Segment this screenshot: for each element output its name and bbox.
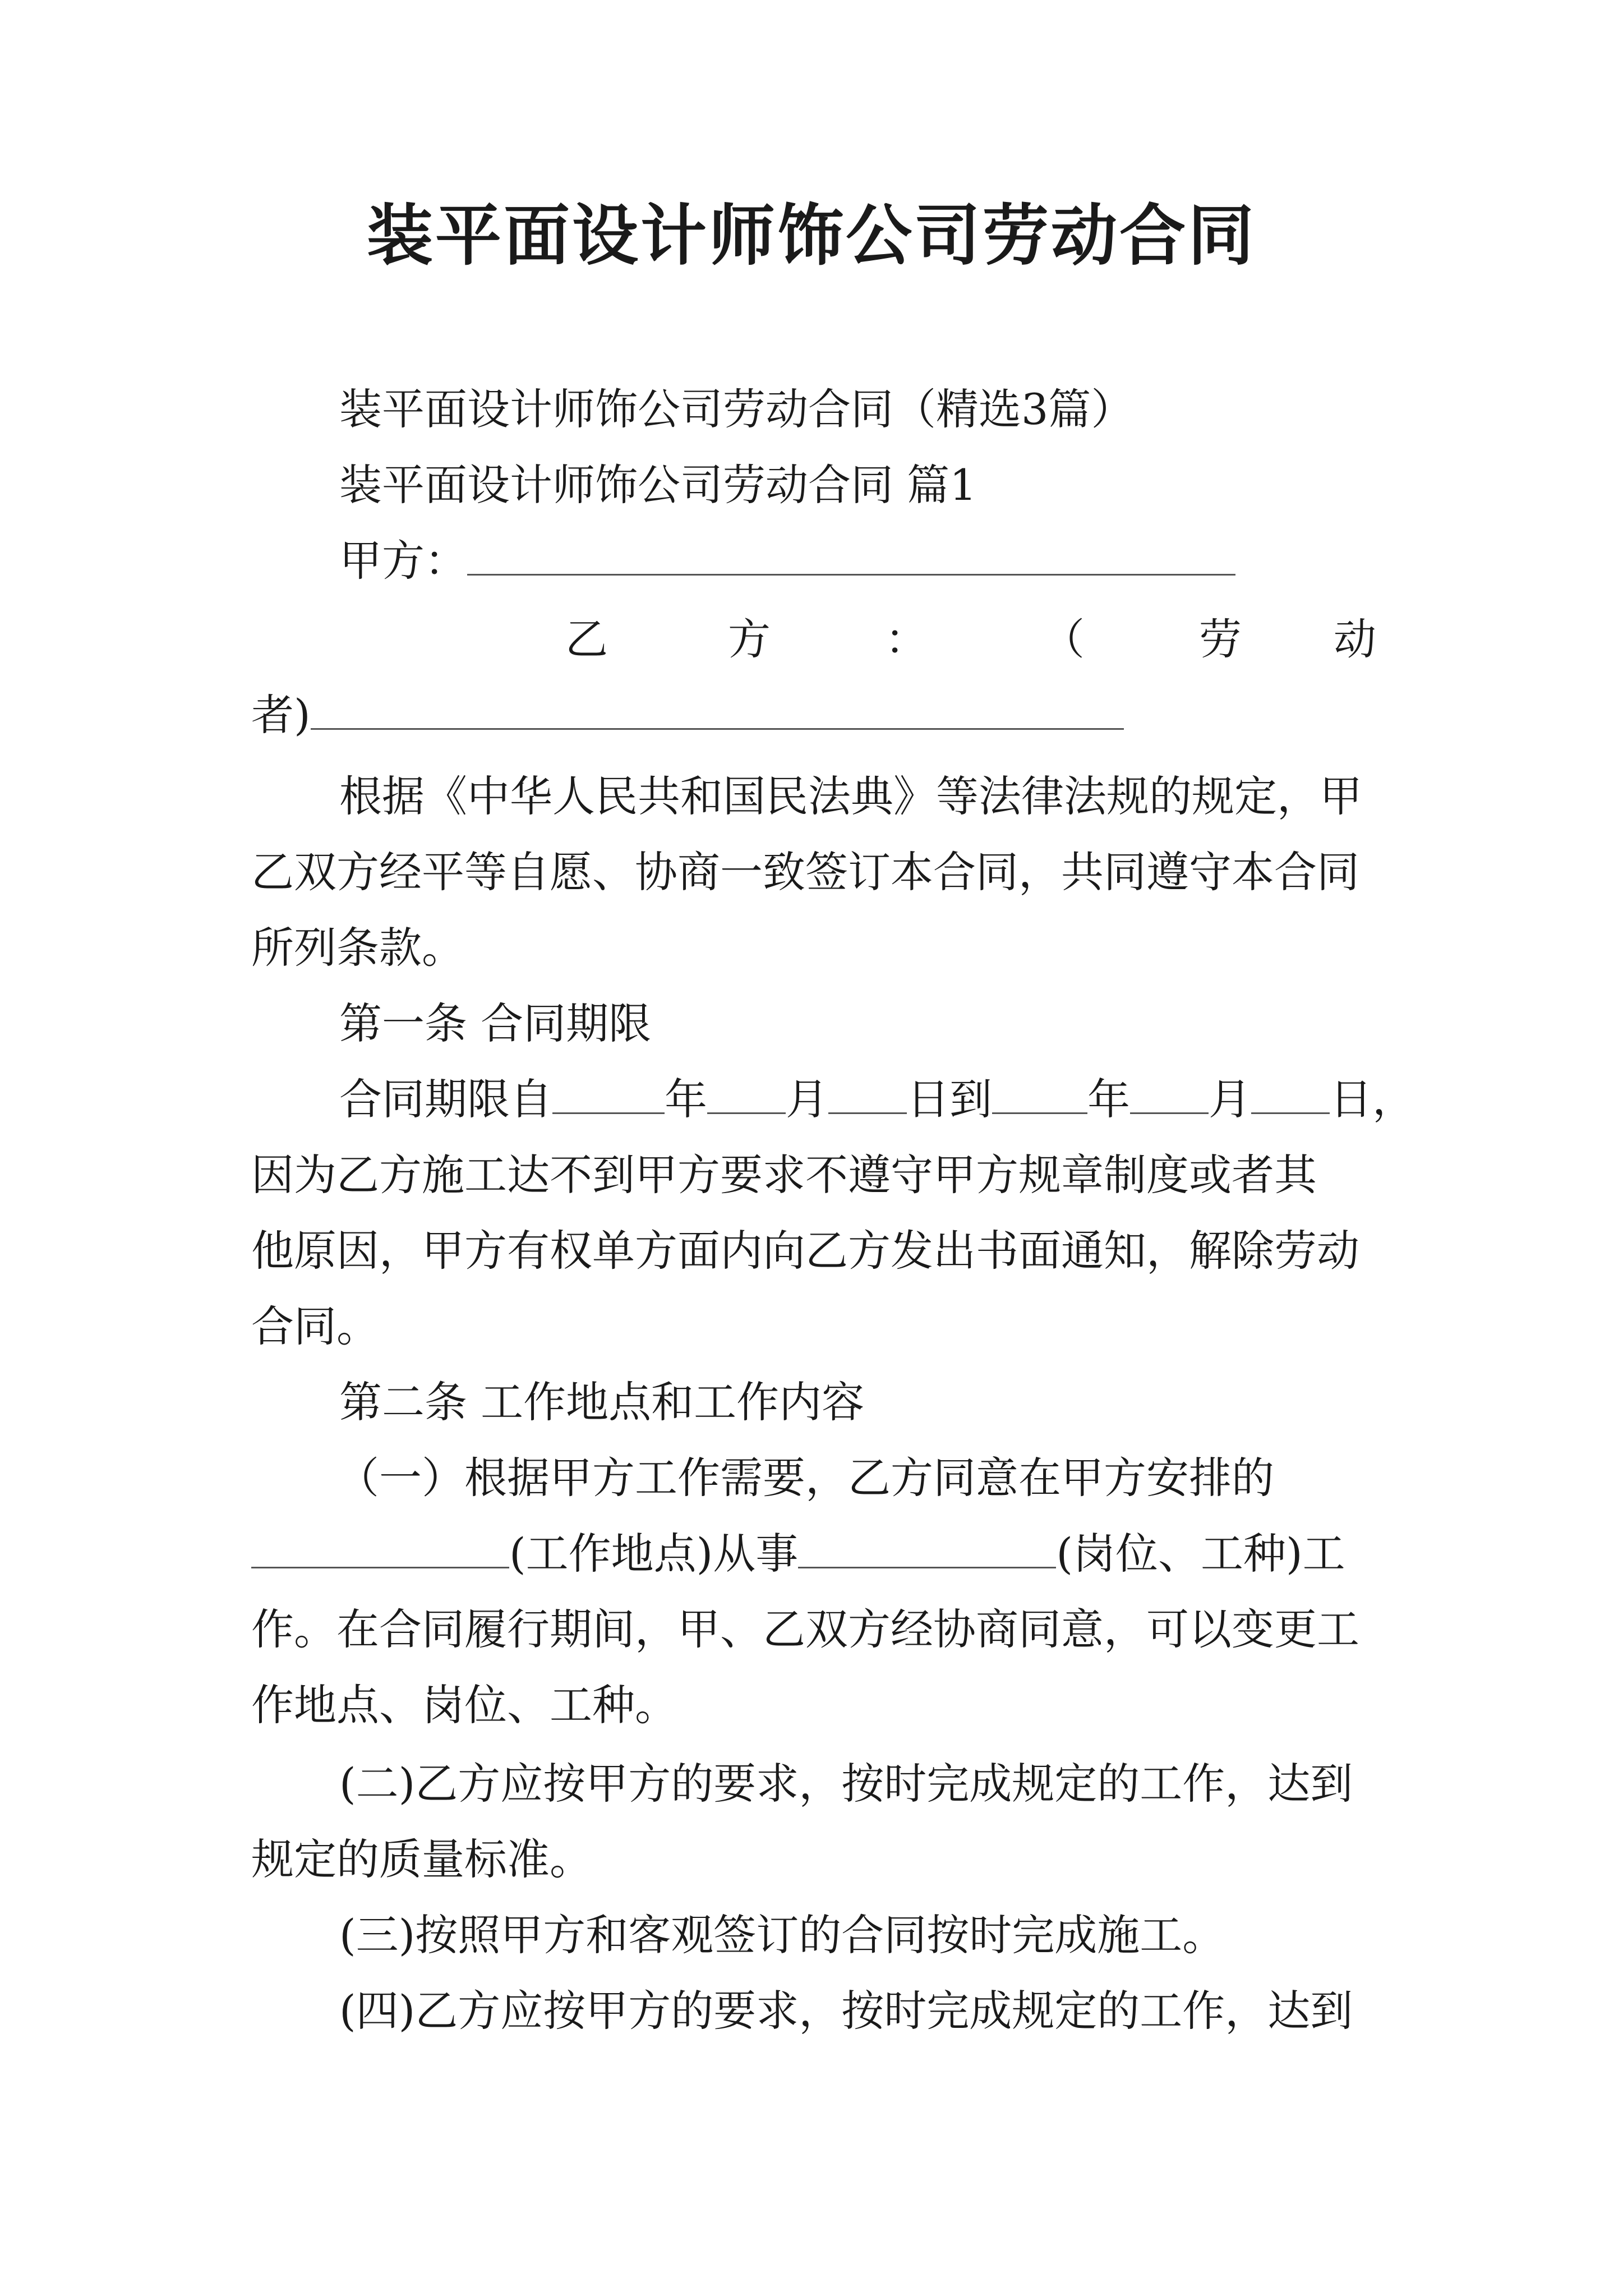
party-b-char: ： (885, 614, 928, 664)
document-title: 装平面设计师饰公司劳动合同 (366, 196, 1256, 274)
workplace-text: (工作地点)从事 (509, 1529, 799, 1579)
term-text: 年 (665, 1074, 707, 1124)
month-blank (707, 1073, 786, 1114)
party-b-char: 方 (728, 614, 771, 664)
year-blank (992, 1073, 1087, 1114)
term-text: 年 (1087, 1074, 1130, 1124)
party-b-char: 动 (1334, 614, 1376, 664)
party-b-char: 乙 (565, 614, 608, 664)
article2-item1-line: （一）根据甲方工作需要，乙方同意在甲方安排的 (336, 1453, 1274, 1503)
party-b-line (251, 687, 1124, 743)
workplace-line (251, 1526, 1345, 1582)
article2-item2-line: 规定的质量标准。 (251, 1834, 592, 1884)
party-a-label: 甲方： (339, 536, 467, 586)
term-text: 月 (1209, 1074, 1251, 1124)
party-b-label-end: 者) (251, 690, 311, 740)
term-text: 合同期限自 (339, 1074, 552, 1124)
intro-line: 乙双方经平等自愿、协商一致签订本合同，共同遵守本合同 (251, 847, 1359, 897)
position-text: (岗位、工种)工 (1056, 1529, 1345, 1579)
intro-line: 根据《中华人民共和国民法典》等法律法规的规定，甲 (339, 771, 1362, 821)
article2-line: 作。在合同履行期间，甲、乙双方经协商同意，可以变更工 (251, 1604, 1359, 1654)
article2-item3: (三)按照甲方和客观签订的合同按时完成施工。 (339, 1910, 1225, 1960)
party-b-char: 劳 (1199, 614, 1242, 664)
term-text: 日， (1330, 1074, 1415, 1124)
article1-line: 合同。 (251, 1301, 379, 1351)
article1-line: 他原因，甲方有权单方面内向乙方发出书面通知，解除劳动 (251, 1226, 1359, 1276)
section-heading: 装平面设计师饰公司劳动合同 篇1 (339, 460, 977, 510)
month-blank (1130, 1073, 1209, 1114)
party-b-blank (311, 689, 1124, 730)
day-blank (1251, 1073, 1330, 1114)
article2-line: 作地点、岗位、工种。 (251, 1680, 677, 1730)
intro-line: 所列条款。 (251, 923, 464, 973)
year-blank (552, 1073, 665, 1114)
article2-heading: 第二条 工作地点和工作内容 (339, 1377, 865, 1427)
article2-item2-line: (二)乙方应按甲方的要求，按时完成规定的工作，达到 (339, 1759, 1353, 1809)
article2-item4: (四)乙方应按甲方的要求，按时完成规定的工作，达到 (339, 1986, 1353, 2036)
workplace-blank (251, 1527, 509, 1568)
party-b-char: （ (1042, 614, 1085, 664)
term-line (339, 1071, 1415, 1128)
article1-heading: 第一条 合同期限 (339, 999, 652, 1048)
party-a-blank (467, 535, 1235, 576)
article1-line: 因为乙方施工达不到甲方要求不遵守甲方规章制度或者其 (251, 1150, 1317, 1200)
party-a-line (339, 533, 1235, 589)
term-text: 月 (786, 1074, 828, 1124)
term-text: 日到 (907, 1074, 992, 1124)
position-blank (798, 1527, 1056, 1568)
document-subtitle: 装平面设计师饰公司劳动合同（精选3篇） (339, 384, 1134, 434)
day-blank (828, 1073, 907, 1114)
